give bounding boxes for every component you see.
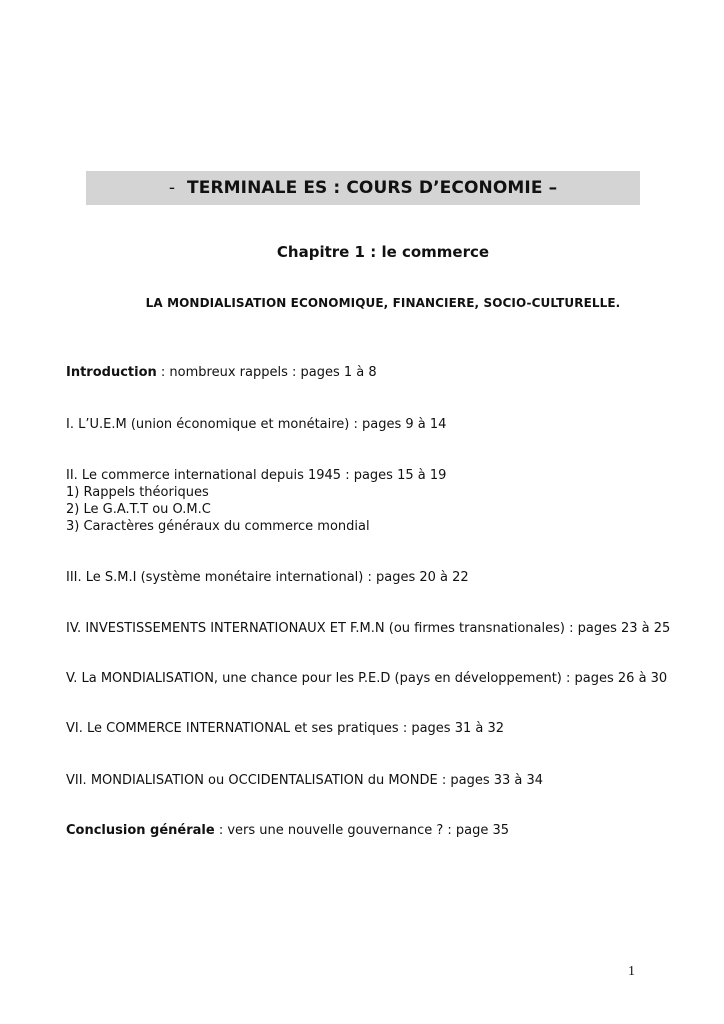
chapter-heading: Chapitre 1 : le commerce [276,243,490,261]
toc-conclusion [66,822,509,839]
toc-section-7: VII. MONDIALISATION ou OCCIDENTALISATION du MONDE : pages 33 à 34 [66,773,544,788]
toc-section-2-item-2: 2) Le G.A.T.T ou O.M.C [66,502,211,517]
title-band [86,171,640,205]
toc-section-3: III. Le S.M.I (système monétaire international) : pages 20 à 22 [66,570,469,585]
toc-section-2: II. Le commerce international depuis 1945 : pages 15 à 19 [66,468,447,483]
conclusion-label: Conclusion générale [66,823,215,838]
toc-section-2-item-1: 1) Rappels théoriques [66,485,209,500]
page-number: 1 [628,964,635,979]
title-text: TERMINALE ES : COURS D’ECONOMIE – [187,178,558,198]
toc-section-1: I. L’U.E.M (union économique et monétaire) : pages 9 à 14 [66,417,447,432]
conclusion-text: : vers une nouvelle gouvernance ? : page 35 [214,823,510,838]
document-title [169,178,557,198]
introduction-text: : nombreux rappels : pages 1 à 8 [156,365,377,380]
chapter-subtitle: LA MONDIALISATION ECONOMIQUE, FINANCIERE, SOCIO-CULTURELLE. [145,296,621,310]
introduction-label: Introduction [66,365,157,380]
title-dash: - [168,178,176,198]
toc-section-2-item-3: 3) Caractères généraux du commerce mondial [66,519,370,534]
toc-section-6: VI. Le COMMERCE INTERNATIONAL et ses pratiques : pages 31 à 32 [66,721,505,736]
toc-section-4: IV. INVESTISSEMENTS INTERNATIONAUX ET F.M.N (ou firmes transnationales) : pages 23 à 25 [66,621,671,636]
toc-section-5: V. La MONDIALISATION, une chance pour les P.E.D (pays en développement) : pages 26 à 30 [66,671,668,686]
toc-introduction [66,364,377,381]
